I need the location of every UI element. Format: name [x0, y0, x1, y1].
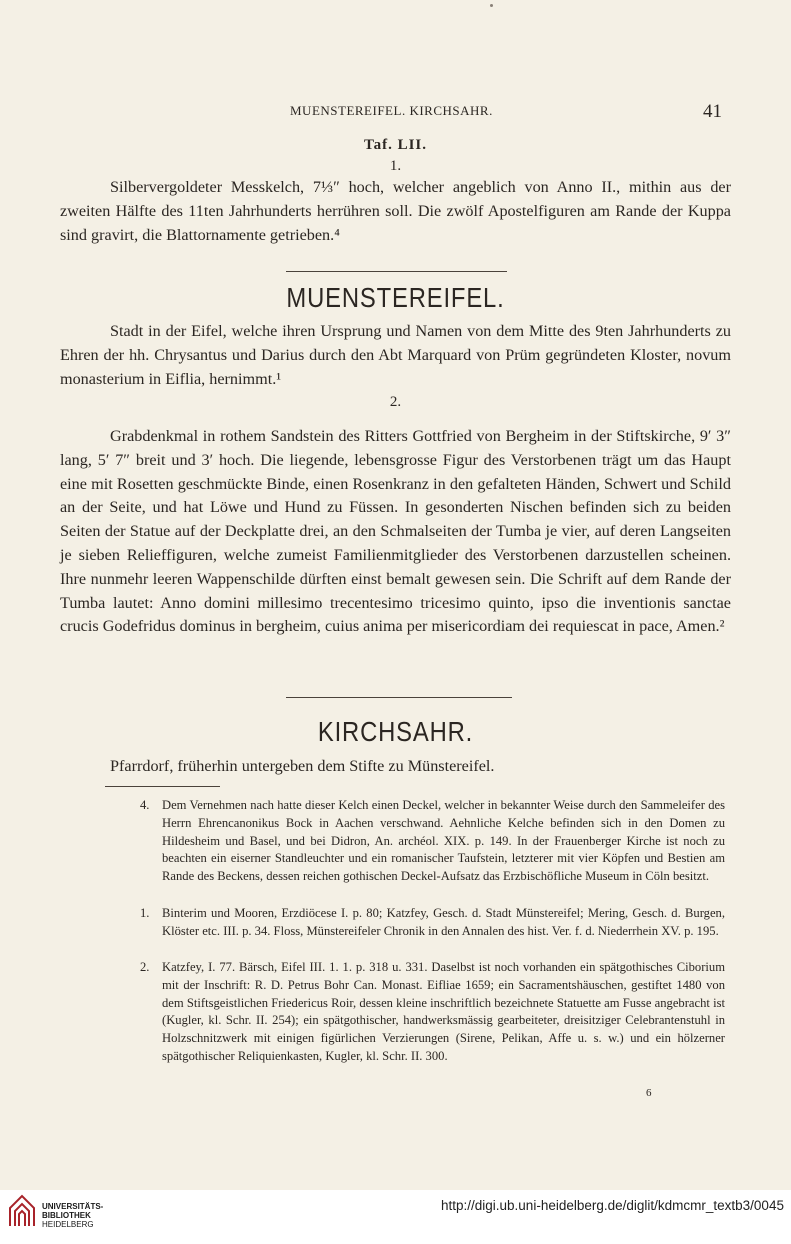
item-number-2: 2.: [389, 394, 402, 410]
footnote-marker: 2.: [140, 960, 150, 974]
scan-speck: [490, 4, 493, 7]
logo-line-3: HEIDELBERG: [42, 1220, 94, 1229]
footnote-marker: 1.: [140, 906, 150, 920]
footnote-marker: 4.: [140, 798, 150, 812]
heading-kirchsahr: KIRCHSAHR.: [317, 716, 474, 747]
section-divider: [286, 271, 507, 272]
item-2-text: Grabdenkmal in rothem Sandstein des Ritters Gottfried von Bergheim in der Stiftskirche, 9′ 3″ lang, 5′ 7″ breit und 3′ hoch. Die liegende, lebensgrosse Figur des Verstorbenen trägt um das Haupt eine mit Rosetten geschmückte Binde, einen Rosenkranz in den gefalteten Händen, Schwert und Schild an der Seite, und hat Löwe und Hund zu Füssen. In gesonderten Nischen befinden sich zu beiden Seiten der Statue auf der Deckplatte drei, an den Schmalseiten der Tumba je vier, auf deren Langseiten je sieben Relieffiguren, welche zumeist Familienmitglieder des Verstorbenen darzustellen scheinen. Ihre nunmehr leeren Wappenschilde dürften einst bemalt gewesen sein. Die Schrift auf dem Rande der Tumba lautet: Anno domini millesimo trecentesimo tricesimo quinto, ipso die inventionis sanctae crucis Godefridus dominus in bergheim, cuius anima per misericordiam dei requiescat in pace, Amen.²: [60, 427, 731, 636]
footnote-text: Binterim und Mooren, Erzdiöcese I. p. 80; Katzfey, Gesch. d. Stadt Münstereifel; Mering, Gesch. d. Burgen, Klöster etc. III. p. 34. Floss, Münstereifeler Chronik in den Annalen des hist. Ver. f. d. Niederrhein XV. p. 195.: [162, 906, 725, 938]
muenstereifel-intro: Stadt in der Eifel, welche ihren Ursprung und Namen von dem Mitte des 9ten Jahrhunderts zu Ehren der hh. Chrysantus und Darius durch den Abt Marquard von Prüm gegründeten Kloster, novum monasterium in Eiflia, hernimmt.¹: [60, 322, 731, 388]
library-footer: [0, 1190, 791, 1244]
page-number: 41: [703, 101, 722, 122]
plate-title: Taf. LII.: [363, 137, 428, 153]
library-logo-text: [42, 1202, 103, 1229]
footnote: [140, 905, 725, 941]
footnote: [140, 959, 725, 1066]
running-head: [0, 101, 791, 125]
source-url-link[interactable]: http://digi.ub.uni-heidelberg.de/diglit/kdmcmr_textb3/0045: [441, 1198, 784, 1213]
footnote-text: Katzfey, I. 77. Bärsch, Eifel III. 1. 1. p. 318 u. 331. Daselbst ist noch vorhanden ein spätgothisches Ciborium mit der Inschrift: R. D. Petrus Bohr Can. Monast. Eifliae 1659; ein Sacramentshäuschen, gestiftet 1480 von dem Stiftsgeistlichen Friedericus Roir, dessen kleine inschriftlich bezeichnete Statuette am Fusse angebracht ist (Kugler, kl. Schr. II. 254); ein spätgothischer, handwerksmässig gearbeiteter, dreisitziger Celebrantenstuhl in Holzschnitzwerk mit einigen figürlichen Verzierungen (Sirene, Pelikan, Affe u. s. w.) und ein hölzerner spätgothischer Reliquienkasten, Kugler, kl. Schr. II. 300.: [162, 960, 725, 1063]
heading-muenstereifel: MUENSTEREIFEL.: [286, 282, 505, 313]
footnote: [140, 797, 725, 886]
logo-line-2: BIBLIOTHEK: [42, 1211, 91, 1220]
item-1-text: Silbervergoldeter Messkelch, 7⅓″ hoch, welcher angeblich von Anno II., mithin aus der zweiten Hälfte des 11ten Jahrhunderts herrühren soll. Die zwölf Apostelfiguren am Rande der Kuppa sind gravirt, die Blattornamente getrieben.⁴: [60, 178, 731, 244]
running-head-title: MUENSTEREIFEL. KIRCHSAHR.: [290, 103, 493, 118]
section-divider: [286, 697, 512, 698]
footnote-rule: [105, 786, 220, 787]
footnote-text: Dem Vernehmen nach hatte dieser Kelch einen Deckel, welcher in bekannter Weise durch den Sammeleifer des Herrn Ehrencanonikus Bock in Aachen verschwand. Aehnliche Kelche befinden sich in den Domen zu Hildesheim und Basel, und bei Didron, An. archéol. XIX. p. 149. In der Frauenberger Kirche ist noch zu beachten ein eiserner Standleuchter und ein romanischer Taufstein, letzterer mit vier Köpfen und Bestien am Rande des Beckens, dessen reichen gothischen Deckel-Aufsatz das Erzbischöfliche Museum in Cöln besitzt.: [162, 798, 725, 884]
signature-mark: 6: [646, 1087, 652, 1099]
kirchsahr-intro: Pfarrdorf, früherhin untergeben dem Stifte zu Münstereifel.: [110, 757, 495, 775]
logo-line-1: UNIVERSITÄTS-: [42, 1202, 104, 1211]
library-logo-icon: [8, 1194, 36, 1228]
item-number-1: 1.: [389, 158, 402, 174]
